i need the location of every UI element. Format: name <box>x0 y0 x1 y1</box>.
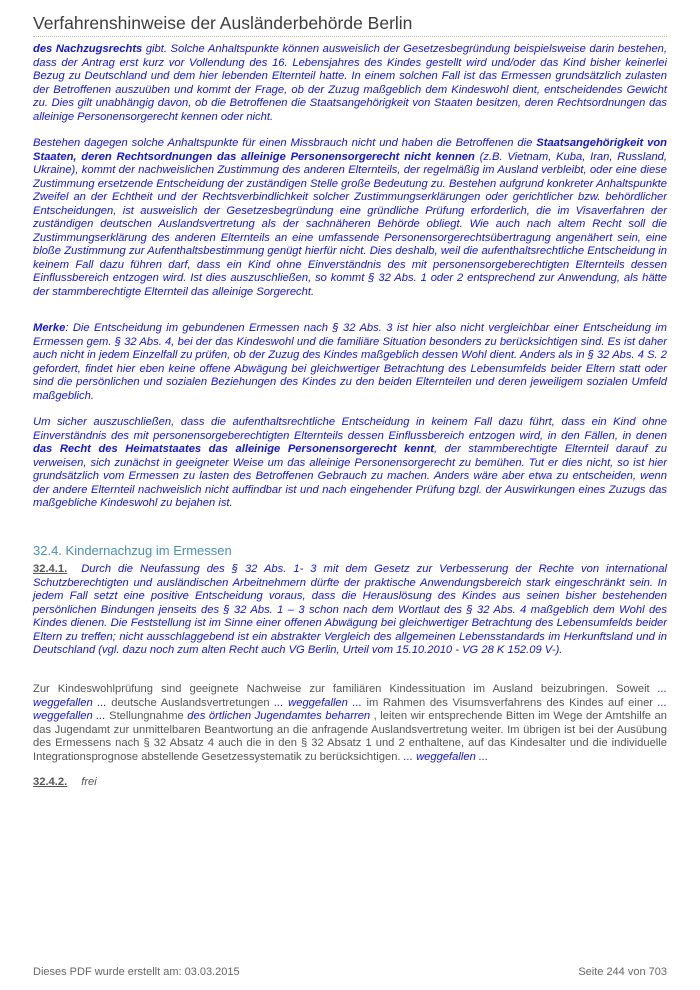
paragraph-text: , der stammberechtigte Elternteil darauf zu verweisen, sich zunächst in geeigneter Weise um das alleinige Personensorgerecht zu bemühen. Tut er dies nicht, so ist hier grundsätzlich vom Ermessen zu lasten des Betroffenen Gebrauch zu machen. Anders wäre aber etwa zu entscheiden, wenn der andere Elternteil nachweislich nicht auffindbar ist und nach eingehender Prüfung bzgl. der Auswirkungen eines Zuzugs das maßgebliche Kindeswohl zu bejahen ist. <box>33 443 667 509</box>
paragraph-text: Bestehen dagegen solche Anhaltspunkte für einen Missbrauch nicht und haben die Betroffenen die <box>33 137 537 149</box>
footer-page-number: Seite 244 von 703 <box>578 966 667 978</box>
omitted-text-marker: ... weggefallen ... <box>274 696 362 709</box>
paragraph-text: im Rahmen des Visumsverfahrens des Kindes auf einer <box>361 696 658 709</box>
paragraph-text: , leiten wir entsprechende Bitten im Wege der Amtshilfe an das Jugendamt zur unmittelbaren Beantwortung an die anfragende Auslandsvertretung weiter. Im übrigen ist bei der Ausübung des Ermessens nach § 32 Absatz 4 auch die in den § 32 Absatz 1 und 2 enthaltene, auf das Kindesalter und die individuelle Integrationsprognose abstellende Gesetzessystematik zu berücksichtigen. <box>33 710 668 763</box>
paragraph-text: deutsche Auslandsvertretungen <box>106 696 275 709</box>
paragraph-text: Stellungnahme <box>105 710 188 722</box>
header-divider <box>33 36 667 37</box>
paragraph-text: Zur Kindeswohlprüfung sind geeignete Nachweise zur familiären Kindessituation im Ausland beizubringen. Soweit <box>33 683 658 695</box>
paragraph-32-4-1 <box>33 563 667 658</box>
omitted-text-marker: ... weggefallen ... <box>403 750 489 763</box>
paragraph-nachzugsrecht <box>33 43 667 124</box>
paragraph-text: Durch die Neufassung des § 32 Abs. 1- 3 mit dem Gesetz zur Verbesserung der Rechte von international Schutzberechtigten und ausländischen Arbeitnehmern dürfte der praktische Anwendungsbereich stark eingeschränkt sein. In jedem Fall setzt eine positive Entscheidung voraus, dass die Herauslösung des Kindes aus seinen bisher bestehenden persönlichen Bindungen jenseits des § 32 Abs. 1 – 3 schon nach dem Wortlaut des § 32 Abs. 4 maßgeblich dem Wohl des Kindes dienen. Die Feststellung ist im Sinne einer offenen Abwägung bei gleichwertiger Betrachtung des Lebensumfelds beider Eltern zu treffen; nicht ausschlaggebend ist ein abstrakter Vergleich des allgemeinen Lebensstandards im Herkunftsland und in Deutschland (vgl. dazu noch zum alten Recht auch VG Berlin, Urteil vom 15.10.2010 - VG 28 K 152.09 V-). <box>33 563 667 656</box>
section-number-link[interactable]: 32.4.1. <box>33 563 68 575</box>
paragraph-32-4-2 <box>33 776 667 790</box>
omitted-text-marker: ... weggefallen ... <box>33 683 667 709</box>
paragraph-text: Um sicher auszuschließen, dass die aufenthaltsrechtliche Entscheidung in keinem Fall dazu führt, dass ein Kind ohne Einverständnis des mit personensorgeberechtigten Elternteils dessen Einflussbereich entzogen wird, in den Fällen, in denen <box>33 416 667 442</box>
paragraph-text: : Die Entscheidung im gebundenen Ermessen nach § 32 Abs. 3 ist hier also nicht vergleichbar einer Entscheidung im Ermessen gem. § 32 Abs. 4, bei der das Kindeswohl und die familiäre Situation besonders zu berücksichtigen sind. Es ist daher auch nicht in jedem Einzelfall zu prüfen, ob der Zuzug des Kindes maßgeblich dessen Wohl dient. Anders als in § 32 Abs. 4 S. 2 gefordert, findet hier eben keine offene Abwägung bei gleichwertiger Betrachtung des Lebensumfelds beider Eltern statt oder sind die persönlichen und sozialen Beziehungen des Kindes zu den beiden Elternteilen und deren jeweiligem sozialen Umfeld maßgeblich. <box>33 322 667 402</box>
section-heading: 32.4. Kindernachzug im Ermessen <box>33 543 232 558</box>
paragraph-kindeswohlpruefung <box>33 683 667 764</box>
paragraph-text: frei <box>81 776 97 788</box>
page-title: Verfahrenshinweise der Ausländerbehörde Berlin <box>33 13 413 33</box>
section-number-link[interactable]: 32.4.2. <box>33 776 68 788</box>
footer-created-date: Dieses PDF wurde erstellt am: 03.03.2015 <box>33 966 240 978</box>
inserted-text: des örtlichen Jugendamtes beharren <box>187 710 371 722</box>
paragraph-ausschluss <box>33 416 667 511</box>
omitted-text-marker: ... weggefallen ... <box>33 696 667 722</box>
paragraph-merke <box>33 322 667 403</box>
bold-phrase: das Recht des Heimatstaates das alleinige Personensorgerecht kennt <box>33 443 435 455</box>
bold-phrase: Staatsangehörigkeit von Staaten, deren Rechtsordnungen das alleinige Personensorgerecht nicht kennen <box>33 137 667 163</box>
paragraph-text: gibt. Solche Anhaltspunkte können ausweislich der Gesetzesbegründung beispielsweise darin bestehen, dass der Antrag erst kurz vor Vollendung des 16. Lebensjahres des Kindes gestellt wird und/oder das Kind bisher keinerlei Bezug zu Deutschland und dem hier lebenden Elternteil hatte. In einem solchen Fall ist das Ermessen grundsätzlich zulasten der Betroffenen auszuüben und kommt der Frage, ob der Zuzug maßgeblich dem Kindeswohl dient, entscheidendes Gewicht zu. Dies gilt unabhängig davon, ob die Betroffenen die Staatsangehörigkeit von Staaten besitzen, deren Rechtsordnungen das alleinige Personensorgerecht kennen oder nicht. <box>33 43 667 123</box>
paragraph-text: (z.B. Vietnam, Kuba, Iran, Russland, Ukraine), kommt der nachweislichen Zustimmung des anderen Elternteils, der regelmäßig im Ausland verbleibt, oder eine diese Zustimmung ersetzende Entscheidung der zuständigen Stelle große Bedeutung zu. Bestehen aufgrund konkreter Anhaltspunkte Zweifel an der Echtheit und der Rechtsverbindlichkeit solcher Zustimmungserklärungen oder gerichtlicher bzw. behördlicher Entscheidungen, ist ausweislich der Gesetzesbegründung eine gründliche Prüfung erforderlich, die im Visaverfahren der zuständigen deutschen Auslandsvertretung als der sachnäheren Behörde obliegt. Wie auch nach altem Recht soll die Zustimmungserklärung des anderen Elternteils an eine umfassende Personensorgerechtsübertragung angenähert sein, eine bloße Zustimmung zur Aufenthaltsbestimmung genügt hierfür nicht. Dies deshalb, weil die aufenthaltsrechtliche Entscheidung in keinem Fall dazu führen darf, dass ein Kind ohne Einverständnis des mit personensorgeberechtigten Elternteils dessen Einflussbereich entzogen wird. Ist dies auszuschließen, so kommt § 32 Abs. 1 oder 2 entsprechend zur Anwendung, als hätte der stammberechtigte Elternteil das alleinige Sorgerecht. <box>33 150 668 298</box>
paragraph-staatsangehoerigkeit <box>33 137 667 299</box>
merke-label: Merke <box>33 322 66 334</box>
bold-phrase: des Nachzugsrechts <box>33 43 143 55</box>
